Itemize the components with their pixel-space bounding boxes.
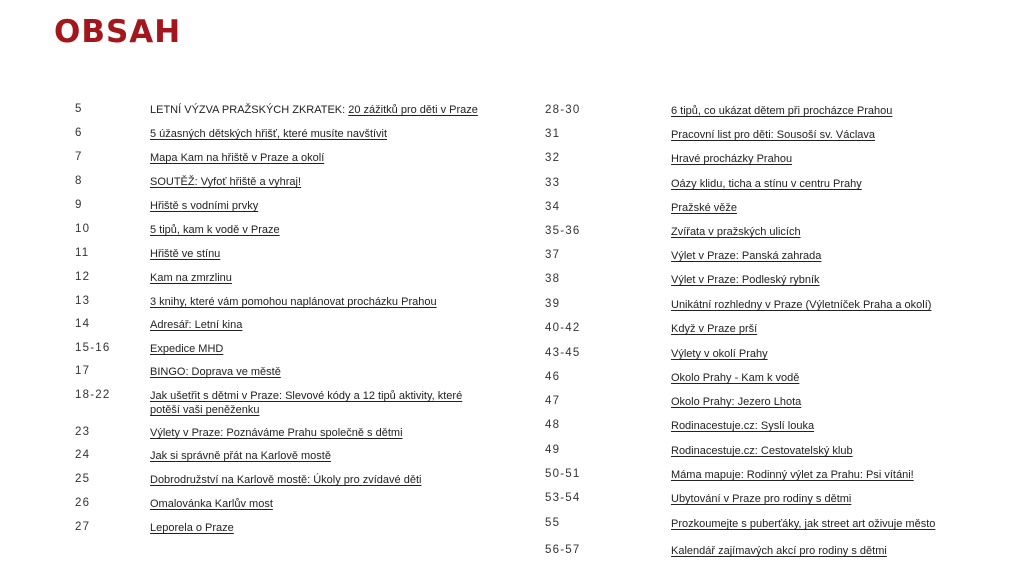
entry-label <box>671 468 914 482</box>
page-title: OBSAH <box>54 14 182 50</box>
page-number: 27 <box>75 521 91 533</box>
entry-link[interactable]: Oázy klidu, ticha a stínu v centru Prahy <box>671 178 862 190</box>
page-number: 23 <box>75 426 91 438</box>
page-number: 46 <box>545 371 561 383</box>
entry-label <box>671 177 862 191</box>
entry-link[interactable]: 5 tipů, kam k vodě v Praze <box>150 224 280 236</box>
entry-label <box>671 492 851 506</box>
page-number: 48 <box>545 419 561 431</box>
page-number: 39 <box>545 298 561 310</box>
entry-label <box>150 497 273 511</box>
entry-link[interactable]: Jak si správně přát na Karlově mostě <box>150 450 331 462</box>
entry-label <box>671 249 821 263</box>
entry-label <box>150 318 242 332</box>
page-number: 6 <box>75 127 83 139</box>
entry-label <box>671 395 801 409</box>
entry-link[interactable]: Když v Praze prší <box>671 323 758 335</box>
entry-label <box>150 426 403 440</box>
entry-link[interactable]: Prozkoumejte s puberťáky, jak street art oživuje město <box>671 518 936 530</box>
entry-label <box>150 295 437 309</box>
page-number: 7 <box>75 151 83 163</box>
page-number: 37 <box>545 249 561 261</box>
page-number: 17 <box>75 365 91 377</box>
entry-label <box>150 473 421 487</box>
entry-label <box>150 389 462 417</box>
entry-link[interactable]: Výlet v Praze: Panská zahrada <box>671 250 822 262</box>
entry-label <box>150 103 478 117</box>
entry-link[interactable]: Dobrodružství na Karlově mostě: Úkoly pro zvídavé děti <box>150 474 422 486</box>
page-number: 24 <box>75 449 91 461</box>
entry-label <box>671 128 875 142</box>
entry-link[interactable]: Hřiště s vodními prvky <box>150 200 259 212</box>
page-number: 40-42 <box>545 322 581 334</box>
page-number: 38 <box>545 273 561 285</box>
entry-label <box>150 271 232 285</box>
entry-link[interactable]: Zvířata v pražských ulicích <box>671 226 801 238</box>
entry-label <box>671 419 814 433</box>
entry-label <box>150 342 223 356</box>
page-number: 43-45 <box>545 347 581 359</box>
page-number: 25 <box>75 473 91 485</box>
entry-label <box>150 199 258 213</box>
page-number: 13 <box>75 295 91 307</box>
entry-label <box>671 273 820 287</box>
entry-link[interactable]: 6 tipů, co ukázat dětem při procházce Prahou <box>671 105 893 117</box>
page-number: 34 <box>545 201 561 213</box>
entry-label <box>671 544 887 558</box>
entry-label <box>671 152 792 166</box>
page-number: 53-54 <box>545 492 581 504</box>
entry-link[interactable]: Máma mapuje: Rodinný výlet za Prahu: Psi vítáni! <box>671 469 914 481</box>
entry-label <box>150 365 281 379</box>
entry-link[interactable]: SOUTĚŽ: Vyfoť hřiště a vyhraj! <box>150 176 302 188</box>
entry-link[interactable]: Hravé procházky Prahou <box>671 153 793 165</box>
entry-link[interactable]: Jak ušetřit s dětmi v Praze: Slevové kódy a 12 tipů aktivity, které <box>150 390 463 402</box>
entry-label <box>150 223 280 237</box>
entry-link[interactable]: 20 zážitků pro děti v Praze <box>348 104 478 116</box>
entry-label <box>671 225 801 239</box>
page-number: 50-51 <box>545 468 581 480</box>
page-number: 33 <box>545 177 561 189</box>
page-number: 14 <box>75 318 91 330</box>
entry-label <box>150 175 301 189</box>
page-number: 32 <box>545 152 561 164</box>
page-number: 10 <box>75 223 91 235</box>
page-number: 26 <box>75 497 91 509</box>
entry-label <box>671 371 799 385</box>
entry-prefix: LETNÍ VÝZVA PRAŽSKÝCH ZKRATEK: <box>150 104 349 116</box>
entry-label <box>671 322 757 336</box>
page-number: 55 <box>545 517 561 529</box>
entry-label <box>150 521 234 535</box>
entry-link[interactable]: Pražské věže <box>671 202 738 214</box>
entry-label <box>671 104 892 118</box>
entry-link[interactable]: Adresář: Letní kina <box>150 319 243 331</box>
page-number: 9 <box>75 199 83 211</box>
page-number: 31 <box>545 128 561 140</box>
entry-link[interactable]: Rodinacestuje.cz: Cestovatelský klub <box>671 445 853 457</box>
entry-label <box>671 444 853 458</box>
entry-link[interactable]: Okolo Prahy - Kam k vodě <box>671 372 800 384</box>
entry-label <box>671 347 768 361</box>
page-number: 47 <box>545 395 561 407</box>
page-number: 5 <box>75 103 83 115</box>
entry-link[interactable]: Expedice MHD <box>150 343 224 355</box>
entry-link[interactable]: Rodinacestuje.cz: Syslí louka <box>671 420 815 432</box>
entry-link[interactable]: 5 úžasných dětských hřišť, které musíte navštívit <box>150 128 388 140</box>
entry-link[interactable]: Mapa Kam na hřiště v Praze a okolí <box>150 152 325 164</box>
entry-link[interactable]: Pracovní list pro děti: Sousoší sv. Václava <box>671 129 875 141</box>
entry-link[interactable]: Hřiště ve stínu <box>150 248 221 260</box>
entry-label <box>671 298 931 312</box>
entry-link[interactable]: Leporela o Praze <box>150 522 234 534</box>
entry-label <box>150 151 324 165</box>
page-number: 56-57 <box>545 544 581 556</box>
entry-label <box>150 127 387 141</box>
entry-link[interactable]: Kalendář zajímavých akcí pro rodiny s dětmi <box>671 545 887 557</box>
page-number: 18-22 <box>75 389 111 401</box>
page-number: 28-30 <box>545 104 581 116</box>
page-number: 15-16 <box>75 342 111 354</box>
entry-link[interactable]: 3 knihy, které vám pomohou naplánovat procházku Prahou <box>150 296 437 308</box>
entry-link[interactable]: BINGO: Doprava ve městě <box>150 366 281 378</box>
entry-link-continuation[interactable]: potěší vaši peněženku <box>150 404 260 416</box>
entry-label <box>150 449 331 463</box>
page-number: 11 <box>75 247 90 259</box>
page-number: 12 <box>75 271 91 283</box>
entry-link[interactable]: Kam na zmrzlinu <box>150 272 232 284</box>
entry-link[interactable]: Výlet v Praze: Podleský rybník <box>671 274 820 286</box>
entry-link[interactable]: Omalovánka Karlův most <box>150 498 273 510</box>
entry-label <box>150 247 220 261</box>
entry-link[interactable]: Ubytování v Praze pro rodiny s dětmi <box>671 493 852 505</box>
entry-link[interactable]: Unikátní rozhledny v Praze (Výletníček Praha a okolí) <box>671 299 932 311</box>
entry-label <box>671 517 935 531</box>
page-number: 49 <box>545 444 561 456</box>
entry-link[interactable]: Okolo Prahy: Jezero Lhota <box>671 396 802 408</box>
entry-link[interactable]: Výlety v Praze: Poznáváme Prahu společně s dětmi <box>150 427 403 439</box>
page-number: 8 <box>75 175 83 187</box>
entry-link[interactable]: Výlety v okolí Prahy <box>671 348 768 360</box>
entry-label <box>671 201 737 215</box>
page-number: 35-36 <box>545 225 581 237</box>
